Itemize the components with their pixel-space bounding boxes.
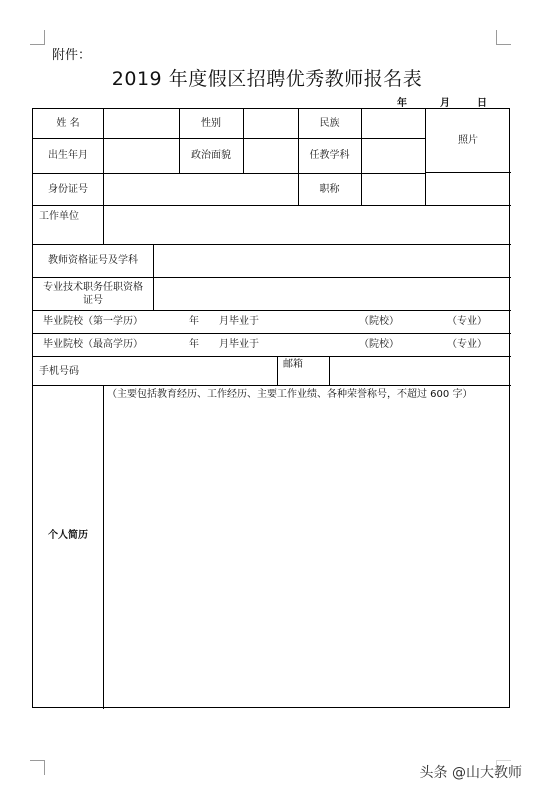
date-year: 年 — [397, 98, 407, 109]
row-divider — [425, 172, 511, 173]
grad-highest-label: 毕业院校（最高学历） — [43, 339, 143, 350]
grad-first-school-text: （院校） — [359, 316, 399, 327]
photo-label: 照片 — [458, 135, 478, 146]
date-month: 月 — [440, 98, 450, 109]
gender-label: 性别 — [201, 118, 221, 129]
job-title-label: 职称 — [319, 183, 340, 195]
name-label: 姓 名 — [56, 118, 80, 129]
subject-label: 任教学科 — [309, 150, 350, 161]
watermark: 头条 @山大教师 — [416, 760, 526, 784]
grad-first-month-text: 月毕业于 — [219, 316, 259, 327]
crop-mark-top-right — [496, 30, 511, 45]
birth-label: 出生年月 — [48, 150, 88, 161]
row-divider — [33, 356, 511, 357]
grad-highest-major-text: （专业） — [447, 339, 487, 350]
attachment-label: 附件： — [52, 48, 92, 63]
grad-highest-month-text: 月毕业于 — [219, 339, 259, 350]
phone-label: 手机号码 — [39, 366, 79, 377]
grad-highest-school-text: （院校） — [359, 339, 399, 350]
tech-cert-label: 专业技术职务任职资格证号 — [43, 281, 143, 306]
teacher-cert-label: 教师资格证号及学科 — [48, 255, 138, 266]
grad-first-label: 毕业院校（第一学历） — [43, 316, 143, 327]
grad-first-major-text: （专业） — [447, 316, 487, 327]
col-divider — [153, 244, 154, 310]
grad-highest-year: 年 — [189, 339, 199, 350]
col-divider — [361, 109, 362, 205]
col-divider — [103, 109, 104, 244]
workplace-label: 工作单位 — [39, 211, 79, 222]
ethnicity-label: 民族 — [319, 118, 340, 129]
page-title: 2019 年度假区招聘优秀教师报名表 — [111, 68, 423, 90]
registration-form-table — [32, 108, 510, 708]
col-divider — [329, 356, 330, 385]
email-label: 邮箱 — [283, 359, 303, 370]
row-divider — [33, 385, 511, 386]
row-divider — [33, 205, 511, 206]
crop-mark-bottom-left — [30, 760, 45, 775]
resume-hint: （主要包括教育经历、工作经历、主要工作业绩、各种荣誉称号，不超过 600 字） — [107, 389, 473, 400]
col-divider — [243, 109, 244, 173]
col-divider — [103, 385, 104, 709]
crop-mark-top-left — [30, 30, 45, 45]
resume-label: 个人简历 — [48, 529, 88, 541]
grad-first-year: 年 — [189, 316, 199, 327]
date-day: 日 — [477, 98, 487, 109]
political-status-label: 政治面貌 — [191, 150, 231, 161]
id-number-label: 身份证号 — [48, 183, 88, 195]
col-divider — [277, 356, 278, 385]
